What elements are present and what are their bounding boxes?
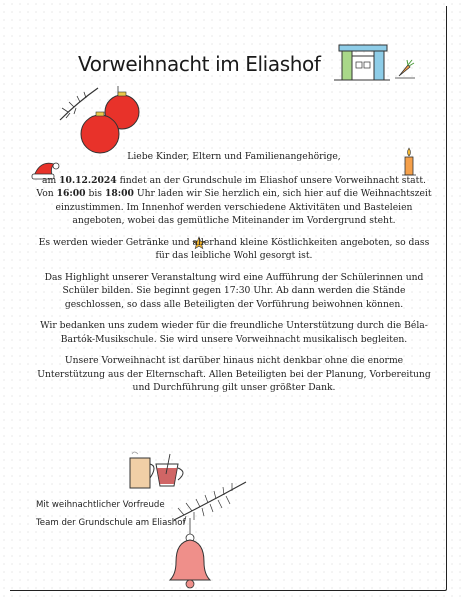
signoff-line-1: Mit weihnachtlicher Vorfreude xyxy=(36,500,165,510)
paragraph-food: Es werden wieder Getränke und allerhand kleine Köstlichkeiten angeboten, so dass für das leibliche Wohl gesorgt ist. xyxy=(38,236,430,261)
signoff-line-2: Team der Grundschule am Eliashof xyxy=(36,518,186,528)
page-title: Vorweihnacht im Eliashof xyxy=(78,52,321,76)
paragraph-event-info xyxy=(36,174,432,228)
greeting: Liebe Kinder, Eltern und Familienangehörige, xyxy=(127,151,341,162)
paragraph-music-school: Wir bedanken uns zudem wieder für die freundliche Unterstützung durch die Béla-Bartók-Musikschule. Sie wird unsere Vorweihnacht musikalisch begleiten. xyxy=(40,320,428,345)
event-date: 10.12.2024 xyxy=(59,174,117,186)
p1-suffix: Uhr laden wir Sie herzlich ein, sich hier auf die Weihnachtszeit einzustimmen. Im Innenhof werden verschiedene Aktivitäten und Basteleien angeboten, wobei das gemütliche Miteinander im Vordergrund steht. xyxy=(55,188,432,226)
letter-body xyxy=(36,150,432,403)
paragraph-thanks: Unsere Vorweihnacht ist darüber hinaus nicht denkbar ohne die enorme Unterstützung aus der Elternschaft. Allen Beteiligten bei der Planung, Vorbereitung und Durchführung gilt unser größter Dank. xyxy=(37,355,431,393)
p1-prefix: am xyxy=(42,174,60,186)
p1-mid2: bis xyxy=(85,188,105,199)
end-time: 18:00 xyxy=(104,188,134,199)
school-building-icon xyxy=(334,42,390,82)
p1-mid1: findet an der Grundschule im Eliashof unsere Vorweihnacht statt. Von xyxy=(36,174,426,199)
signoff xyxy=(36,496,236,532)
carrot-icon xyxy=(395,58,415,80)
start-time: 16:00 xyxy=(56,188,86,199)
paragraph-performance: Das Highlight unserer Veranstaltung wird eine Aufführung der Schülerinnen und Schüler bilden. Sie beginnt gegen 17:30 Uhr. Ab dann werden die Stände geschlossen, so dass alle Beteiligten der Vorführung beiwohnen können. xyxy=(44,271,424,310)
